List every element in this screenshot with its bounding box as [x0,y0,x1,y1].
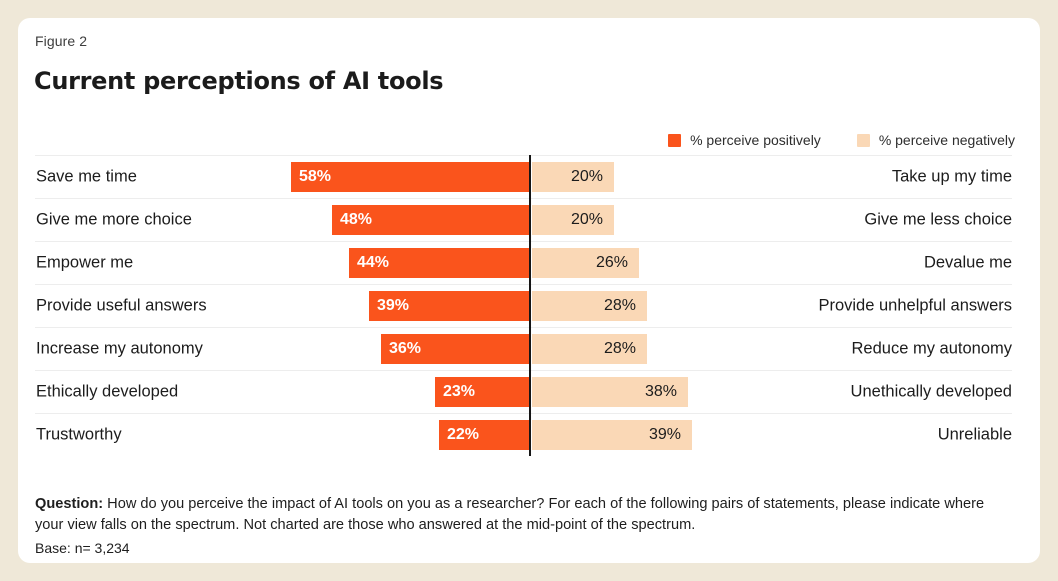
negative-statement-label: Unethically developed [850,382,1012,401]
negative-statement-label: Unreliable [937,425,1012,444]
negative-value-label: 26% [595,254,628,271]
negative-statement-label: Take up my time [891,167,1012,186]
negative-value-label: 39% [648,426,681,443]
chart-rows [35,155,1012,456]
question-prefix: Question: [35,496,104,512]
legend-positive-label: % perceive positively [690,132,821,148]
positive-bar [349,248,529,278]
positive-bar [435,377,529,407]
positive-value-label: 48% [340,211,373,228]
negative-value-label: 20% [570,211,603,228]
chart-row [35,370,1012,413]
legend-item-positive [668,132,821,148]
positive-value-label: 58% [299,168,332,185]
question-note [35,494,1010,536]
legend-item-negative [857,132,1015,148]
negative-swatch-icon [857,134,870,147]
chart-row [35,284,1012,327]
positive-bar [369,291,529,321]
positive-statement-label: Save me time [36,167,137,186]
positive-bar [381,334,529,364]
negative-value-label: 28% [603,297,636,314]
positive-bar [332,205,529,235]
negative-value-label: 28% [603,340,636,357]
negative-statement-label: Devalue me [923,253,1012,272]
positive-statement-label: Empower me [36,253,134,272]
chart-row [35,413,1012,456]
negative-statement-label: Provide unhelpful answers [818,296,1012,315]
positive-statement-label: Ethically developed [36,382,179,401]
positive-value-label: 44% [357,254,390,271]
positive-statement-label: Give me more choice [36,210,192,229]
positive-statement-label: Increase my autonomy [36,339,203,358]
chart-row [35,241,1012,284]
question-text: How do you perceive the impact of AI tools on you as a researcher? For each of the following pairs of statements, please indicate where your view falls on the spectrum. Not charted are those who answered at the mid-point of the spectrum. [35,496,985,533]
negative-bar [532,205,614,235]
positive-statement-label: Provide useful answers [36,296,207,315]
negative-statement-label: Give me less choice [864,210,1012,229]
positive-value-label: 36% [389,340,422,357]
chart-row [35,155,1012,198]
negative-statement-label: Reduce my autonomy [851,339,1012,358]
chart-row [35,198,1012,241]
positive-bar [291,162,529,192]
positive-statement-label: Trustworthy [36,425,122,444]
negative-bar [532,162,614,192]
negative-bar [532,248,639,278]
diverging-bar-chart [35,155,1012,456]
positive-value-label: 22% [447,426,480,443]
legend-negative-label: % perceive negatively [878,132,1015,148]
negative-bar [532,291,647,321]
negative-bar [532,420,692,450]
negative-bar [532,377,688,407]
positive-value-label: 23% [443,383,476,400]
positive-value-label: 39% [377,297,410,314]
positive-swatch-icon [668,134,681,147]
legend [668,132,1015,148]
figure-card [18,18,1040,563]
base-note: Base: n= 3,234 [35,540,130,556]
chart-title: Current perceptions of AI tools [34,67,444,95]
figure-label: Figure 2 [35,33,88,49]
negative-value-label: 20% [570,168,603,185]
negative-value-label: 38% [644,383,677,400]
positive-bar [439,420,529,450]
negative-bar [532,334,647,364]
chart-row [35,327,1012,370]
center-axis-line [529,155,531,456]
